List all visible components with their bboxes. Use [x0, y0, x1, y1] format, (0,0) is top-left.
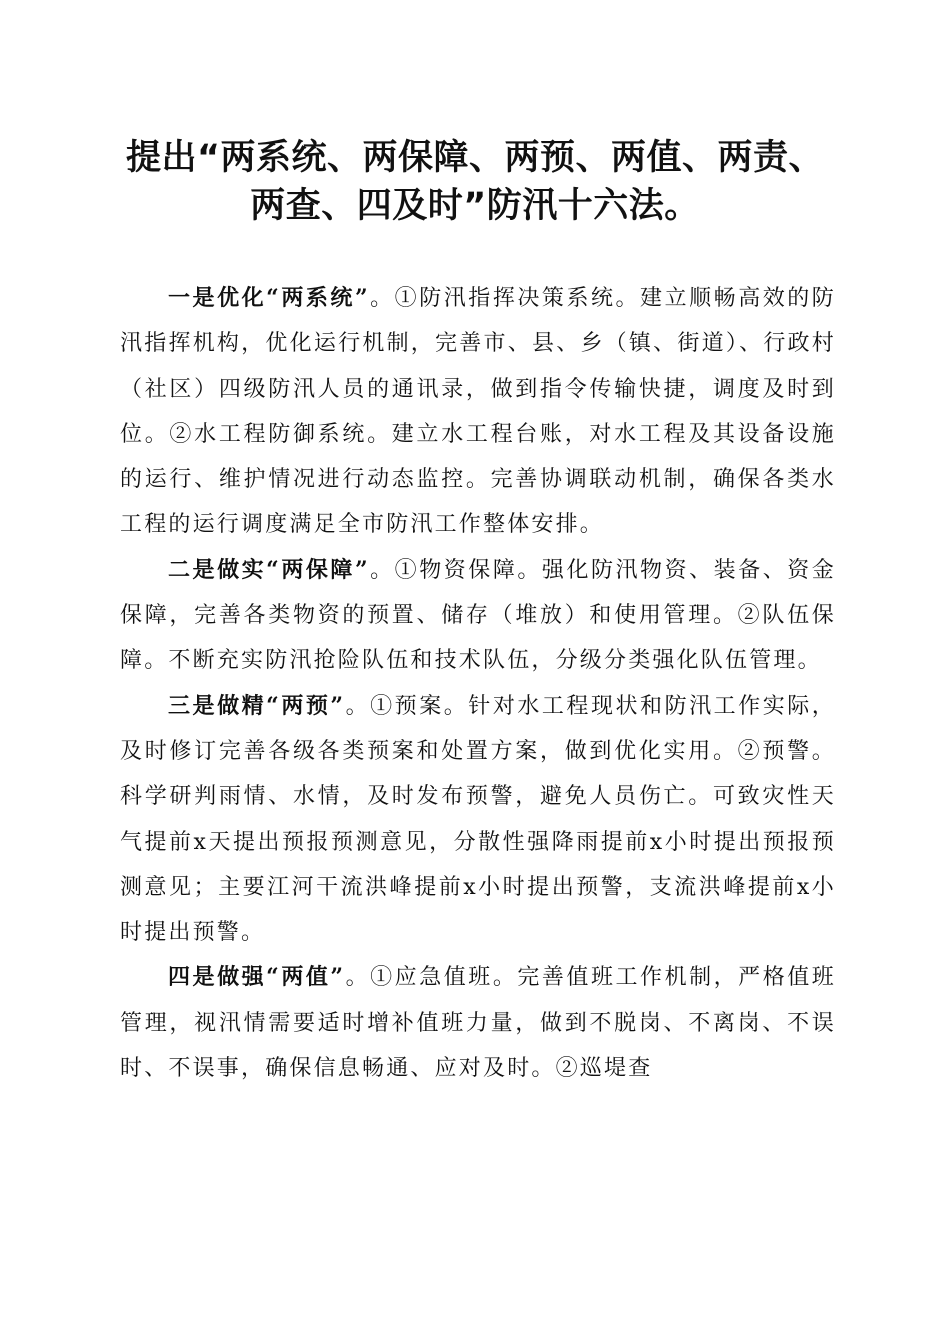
paragraph-4 — [120, 955, 836, 1091]
paragraph-2 — [120, 548, 836, 684]
paragraph-lead: 一是优化“两系统” — [168, 285, 370, 311]
paragraph-text: 。①物资保障。强化防汛物资、装备、资金保障，完善各类物资的预置、储存（堆放）和使用管理。②队伍保障。不断充实防汛抢险队伍和技术队伍，分级分类强化队伍管理。 — [120, 557, 837, 674]
paragraph-3 — [120, 684, 836, 956]
document-body — [120, 276, 836, 1091]
paragraph-text: 。①预案。针对水工程现状和防汛工作实际，及时修订完善各级各类预案和处置方案，做到优化实用。②预警。科学研判雨情、水情，及时发布预警，避免人员伤亡。可致灾性天气提前x天提出预报预测意见，分散性强降雨提前x小时提出预报预测意见；主要江河干流洪峰提前x小时提出预警，支流洪峰提前x小时提出预警。 — [120, 693, 836, 946]
paragraph-lead: 二是做实“两保障” — [168, 556, 370, 583]
document-title — [0, 134, 950, 230]
paragraph-1 — [120, 276, 836, 548]
paragraph-text: 。①防汛指挥决策系统。建立顺畅高效的防汛指挥机构，优化运行机制，完善市、县、乡（镇、街道）、行政村（社区）四级防汛人员的通讯录，做到指令传输快捷，调度及时到位。②水工程防御系统。建立水工程台账，对水工程及其设备设施的运行、维护情况进行动态监控。完善协调联动机制，确保各类水工程的运行调度满足全市防汛工作整体安排。 — [120, 286, 837, 538]
title-line-2: 两查、四及时”防汛十六法。 — [250, 186, 700, 226]
title-line-1: 提出“两系统、两保障、两预、两值、两责、 — [125, 138, 824, 178]
paragraph-text: 。①应急值班。完善值班工作机制，严格值班管理，视汛情需要适时增补值班力量，做到不脱岗、不离岗、不误时、不误事，确保信息畅通、应对及时。②巡堤查 — [120, 965, 836, 1082]
paragraph-lead: 三是做精“两预” — [168, 692, 346, 719]
paragraph-lead: 四是做强“两值” — [168, 964, 346, 991]
